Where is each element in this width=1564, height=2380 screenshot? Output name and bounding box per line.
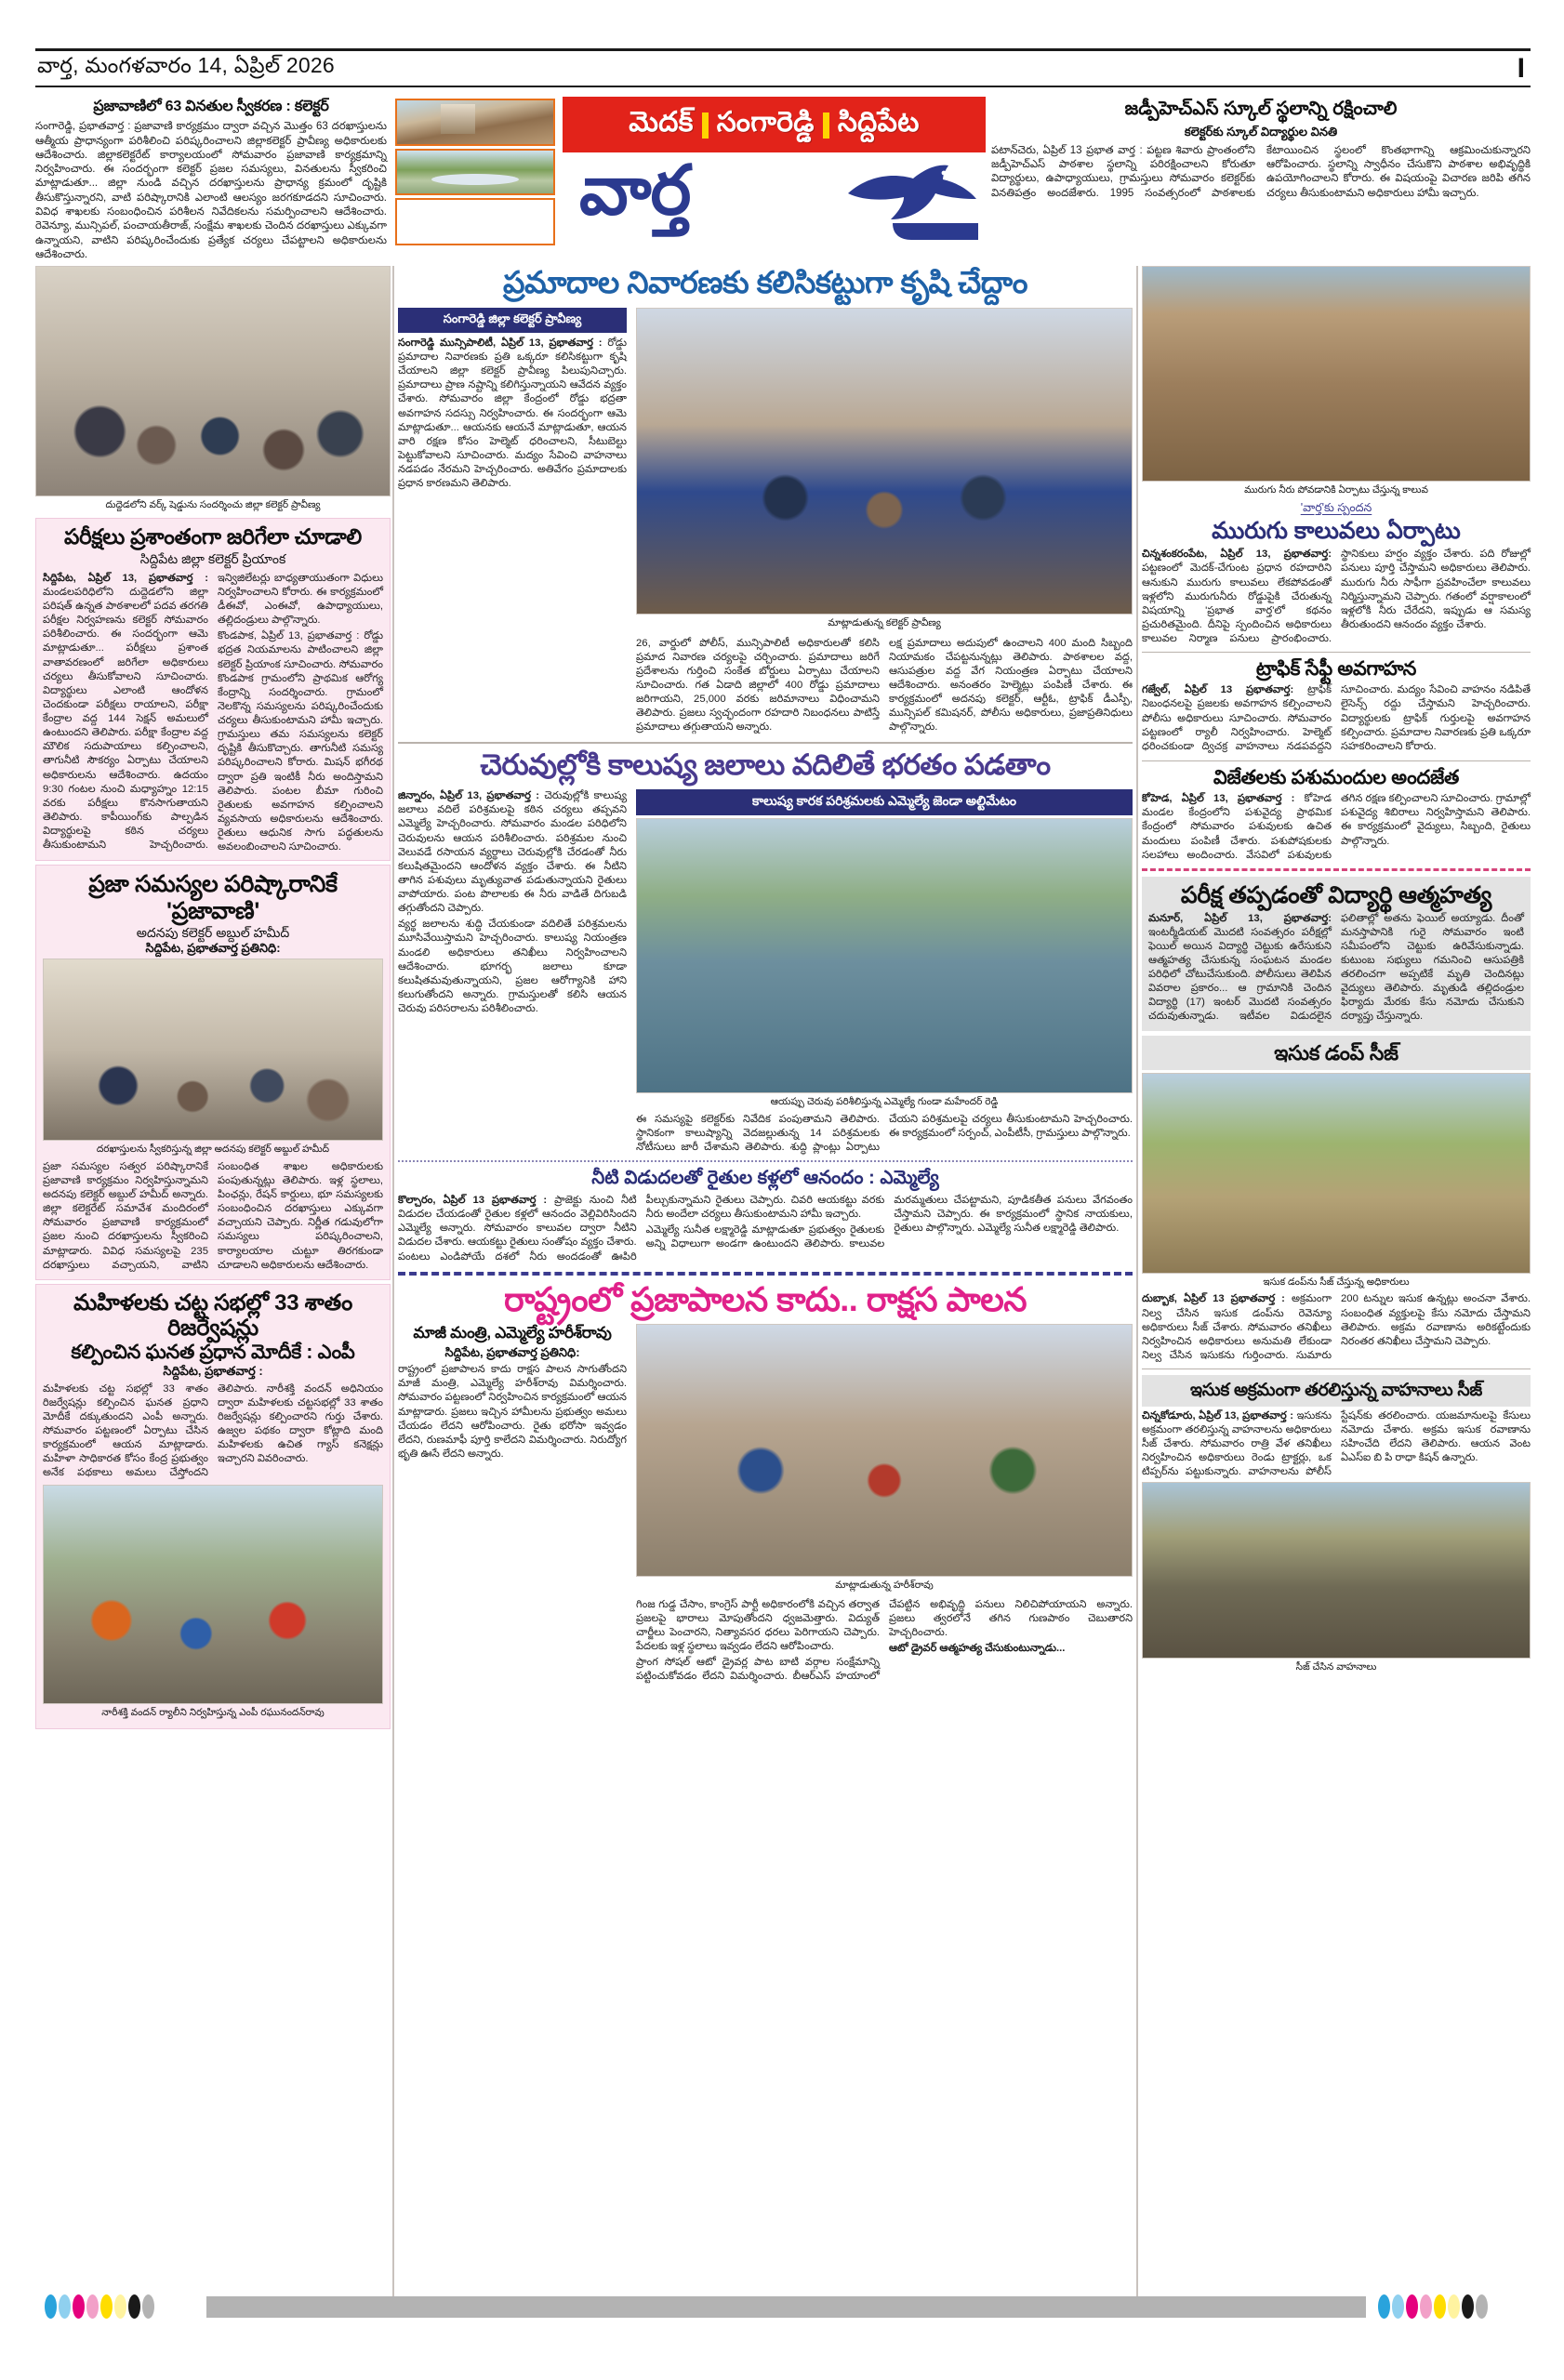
- center-photo-1: [636, 308, 1133, 615]
- right-dashed-divider: [1142, 868, 1531, 871]
- edition-separator-1: [702, 112, 709, 139]
- center-photo-2: [636, 818, 1133, 1093]
- registration-dot-5: [1448, 2294, 1460, 2319]
- edition-medak: మెదక్: [629, 106, 694, 138]
- page-dateline: వార్త, మంగళవారం 14, ఏప్రిల్ 2026: [37, 53, 335, 77]
- right-article-2-dateline: గజ్వేల్, ఏప్రిల్ 13 ప్రభాతవార్త:: [1142, 684, 1294, 696]
- center-article-2-body-b: వ్యర్థ జలాలను శుద్ధి చేయకుండా వదిలితే పరిశ్రమలను మూసివేయిస్తామని హెచ్చరించారు. కాలుష్య నియంత్రణ మండలి అధికారులు తనిఖీలు నిర్వహించాలని ఆదేశించారు. భూగర్భ జలాలు కూడా కలుషితమవుతున్నాయని, ప్రజల ఆరోగ్యానికి హాని కలుగుతోందని అన్నారు. గ్రామస్తులతో కలిసి ఆయన చెరువు పరిసరాలను పరిశీలించారు.: [398, 919, 627, 1015]
- masthead-logo: [563, 152, 986, 245]
- masthead-thumbnails: [395, 99, 555, 245]
- right-article-3-dateline: కోహెడ, ఏప్రిల్ 13, ప్రభాతవార్త :: [1142, 793, 1295, 805]
- center-article-4-body: రాష్ట్రంలో ప్రజాపాలన కాదు రాక్షస పాలన సాగుతోందని మాజీ మంత్రి, ఎమ్మెల్యే హరీశ్‌రావు విమర్శించారు. సోమవారం పట్టణంలో నిర్వహించిన కార్యక్రమంలో ఆయన మాట్లాడారు. ప్రజలు ఇచ్చిన హామీలను ప్రభుత్వం అమలు చేయడం లేదని ఆరోపించారు. రైతు భరోసా ఇవ్వడం లేదని, రుణమాఫీ పూర్తి కాలేదని విమర్శించారు. నిరుద్యోగ భృతి ఊసే లేదని అన్నారు.: [398, 1364, 627, 1460]
- registration-dot-4: [1434, 2294, 1446, 2319]
- center-article-4-dateline: సిద్దిపేట, ప్రభాతవార్త ప్రతినిధి:: [444, 1344, 580, 1359]
- center-photo-4-caption: మాట్లాడుతున్న హరీశ్‌రావు: [835, 1580, 934, 1592]
- left-article-2: [35, 865, 391, 1279]
- teaser-left-body: సంగారెడ్డి, ప్రభాతవార్త : ప్రజావాణి కార్యక్రమం ద్వారా వచ్చిన మొత్తం 63 దరఖాస్తులను ఆత్మీయ ప్రాధాన్యంగా పరిశీలించి పరిష్కరించాలని జిల్లాకలెక్టర్ ప్రావీణ్య అధికారులకు ఆదేశించారు. జిల్లాకలెక్టరేట్ కార్యాలయంలో సోమవారం ప్రజావాణి కార్యక్రమాన్ని నిర్వహించారు. ఈ సందర్భంగా కలెక్టర్ ప్రజల సమస్యలు, వినతులను స్వీకరించి మాట్లాడుతూ... జిల్లా నుండి వచ్చిన దరఖాస్తులను ప్రాధాన్య క్రమంలో దృష్టికి తీసుకొస్తున్నారని, వాటి పరిష్కారానికి ఎలాంటి ఆలస్యం జరగకూడదని సూచించారు. వివిధ శాఖలకు సంబంధించిన పరిశీలన నివేదికలను సమర్పించాలని ఆదేశించారు. రెవెన్యూ, మున్సిపల్, పంచాయతీరాజ్, సంక్షేమ శాఖలకు చెందిన దరఖాస్తులు ఎక్కువగా ఉన్నాయని, వాటిని పరిష్కరించేందుకు ప్రత్యేక చర్యలు చేపట్టాలని అధికారులను ఆదేశించారు.: [35, 121, 387, 260]
- registration-marks-left: [45, 2294, 154, 2319]
- registration-dot-2: [73, 2294, 85, 2319]
- registration-grey-band: [206, 2296, 1366, 2318]
- registration-dot-5: [114, 2294, 126, 2319]
- column-rule-2: [1136, 266, 1138, 2311]
- center-article-1: [398, 266, 1133, 736]
- left-article-2-subhead: అదనపు కలెక్టర్ అబ్దుల్ హమీద్: [136, 924, 290, 940]
- left-photo-3-caption: నారీశక్తి వందన్ ర్యాలీని నిర్వహిస్తున్న ఎంపీ రఘునందన్‌రావు: [101, 1706, 325, 1718]
- left-article-1-subhead: సిద్దిపేట జిల్లా కలెక్టర్ ప్రియాంక: [139, 551, 286, 567]
- left-article-3-dateline: సిద్దిపేట, ప్రభాతవార్త :: [163, 1364, 263, 1379]
- center-article-3: [398, 1168, 1133, 1264]
- teaser-left-headline: ప్రజావాణిలో 63 వినతుల స్వీకరణ : కలెక్టర్: [93, 99, 329, 114]
- teaser-right-body: పటాన్‌చెరు, ఏప్రిల్ 13 ప్రభాత వార్త : పట్టణ శివారు ప్రాంతంలోని జడ్పీహెచ్ఎస్ పాఠశాల స్థలాన్ని పరిరక్షించాలని కోరుతూ విద్యార్థులు, ఉపాధ్యాయులు, గ్రామస్తులు సోమవారం కలెక్టర్‌కు వినతిపత్రం అందజేశారు. 1995 సంవత్సరంలో పాఠశాలకు కేటాయించిన స్థలంలో కొంతభాగాన్ని ఆక్రమించుకున్నారని ఆరోపించారు. స్థలాన్ని స్వాధీనం చేసుకొని పాఠశాల అభివృద్ధికి ఉపయోగించాలని కోరారు. ఈ విషయంపై విచారణ జరిపి తగిన చర్యలు తీసుకుంటామని అధికారులు హామీ ఇచ్చారు.: [991, 144, 1531, 199]
- right-article-1-kicker: 'వార్త'కు స్పందన: [1300, 500, 1372, 514]
- registration-dot-7: [1476, 2294, 1488, 2319]
- center-article-4-body-c: ప్రాంగ సోషల్ ఆటో డ్రైవర్ల పాట బాటి వర్గాల సంక్షేమాన్ని పట్టించుకోవడం లేదని విమర్శించారు. బీఆర్ఎస్ హయాంలో చేపట్టిన అభివృద్ధి పనులు నిలిచిపోయాయని అన్నారు. ప్రజలు త్వరలోనే తగిన గుణపాఠం చెబుతారని హెచ్చరించారు.: [636, 1598, 1133, 1683]
- right-article-6: [1142, 1375, 1531, 1678]
- center-article-4: [398, 1281, 1133, 1685]
- right-photo-6: [1142, 1482, 1531, 1659]
- registration-dot-6: [128, 2294, 140, 2319]
- center-article-4-subhead: మాజీ మంత్రి, ఎమ్మెల్యే హరీశ్‌రావు: [413, 1324, 612, 1342]
- right-article-4-headline: పరీక్ష తప్పడంతో విద్యార్థి ఆత్మహత్య: [1180, 881, 1492, 908]
- left-article-1: [35, 518, 391, 862]
- center-article-3-dateline: కొల్చారం, ఏప్రిల్ 13 ప్రభాతవార్త :: [398, 1195, 548, 1207]
- left-photo-2: [43, 959, 383, 1141]
- left-article-3-body: మహిళలకు చట్ట సభల్లో 33 శాతం రిజర్వేషన్లు కల్పించిన ఘనత ప్రధాని మోదీకే దక్కుతుందని ఎంపీ అన్నారు. సోమవారం పట్టణంలో ఏర్పాటు చేసిన కార్యక్రమంలో ఆయన మాట్లాడారు. మహిళా సాధికారత కోసం కేంద్ర ప్రభుత్వం అనేక పథకాలు అమలు చేస్తోందని తెలిపారు. నారీశక్తి వందన్ అధినియం ద్వారా మహిళలకు చట్టసభల్లో 33 శాతం రిజర్వేషన్లు కల్పించారని గుర్తు చేశారు. ఉజ్వల పథకం ద్వారా కోట్లాది మంది మహిళలకు ఉచిత గ్యాస్ కనెక్షన్లు ఇచ్చారని వివరించారు.: [43, 1382, 383, 1479]
- center-photo-2-caption: ఆయప్పు చెరువు పరిశీలిస్తున్న ఎమ్మెల్యే గుండా మహేందర్ రెడ్డి: [770, 1096, 999, 1108]
- registration-marks-right: [1378, 2294, 1488, 2319]
- right-article-6-dateline: చిన్నకోడూరు, ఏప్రిల్ 13, ప్రభాతవార్త :: [1142, 1409, 1294, 1421]
- center-article-4-body-b: గింజ గుడ్డ చేసాం, కాంగ్రెస్ పార్టీ అధికారంలోకి వచ్చిన తర్వాత ప్రజలపై భారాలు మోపుతోందని ధ్వజమెత్తారు. విద్యుత్ చార్జీలు పెంచారని, నిత్యావసర ధరలు పెరిగాయని చెప్పారు. పేదలకు ఇళ్ల స్థలాలు ఇవ్వడం లేదని ఆరోపించారు.: [636, 1598, 880, 1653]
- center-article-1-body-c: లక్ష ప్రమాదాలు అదుపులో ఉంచాలని 400 మంది సిబ్బంది నియామకం చేపట్టనున్నట్లు తెలిపారు. పాఠశాలల వద్ద, ఆసుపత్రుల వద్ద వేగ నియంత్రణ ఏర్పాటు చేయాలని ఆదేశించారు. అనంతరం హెల్మెట్లు పంపిణీ చేశారు. ఈ కార్యక్రమంలో అదనపు కలెక్టర్, ఆర్టీఓ, ట్రాఫిక్ డీఎస్పీ, మున్సిపల్ కమిషనర్, పోలీసు అధికారులు, ప్రజాప్రతినిధులు పాల్గొన్నారు.: [889, 637, 1133, 734]
- registration-dot-2: [1406, 2294, 1418, 2319]
- registration-dot-6: [1462, 2294, 1474, 2319]
- right-article-6-body: ఇసుకను అక్రమంగా తరలిస్తున్న వాహనాలను అధికారులు సీజ్ చేశారు. సోమవారం రాత్రి వేళ తనిఖీలు నిర్వహించిన అధికారులు రెండు ట్రాక్టర్లు, ఒక టిప్పర్‌ను పట్టుకున్నారు. వాహనాలను పోలీస్ స్టేషన్‌కు తరలించారు. యజమానులపై కేసులు నమోదు చేశారు. అక్రమ ఇసుక రవాణాను సహించేది లేదని తెలిపారు. ఆయన వెంట ఏఎస్ఐ బి పి రాధా కిషన్ ఉన్నారు.: [1142, 1409, 1531, 1478]
- center-column: [398, 266, 1133, 1684]
- right-column: [1142, 266, 1531, 1678]
- garden-fountain-photo: [395, 149, 555, 196]
- temple-photo: [395, 99, 555, 146]
- left-article-2-headline: ప్రజా సమస్యల పరిష్కారానికే 'ప్రజావాణి': [88, 871, 338, 925]
- left-photo-1: [35, 266, 391, 496]
- center-article-1-kicker: సంగారెడ్డి జిల్లా కలెక్టర్ ప్రావీణ్య: [398, 308, 627, 333]
- edition-banner: [563, 97, 986, 154]
- center-article-2: [398, 749, 1133, 1155]
- registration-bar: [0, 2294, 1564, 2322]
- left-article-3: [35, 1284, 391, 1729]
- registration-dot-3: [1420, 2294, 1432, 2319]
- edition-sangareddy: సంగారెడ్డి: [716, 106, 815, 138]
- left-article-1-dateline: సిద్దిపేట, ఏప్రిల్ 13, ప్రభాతవార్త :: [43, 572, 208, 584]
- center-article-4-caption-small: ఆటో డ్రైవర్ ఆత్మహత్య చేసుకుంటున్నాడు...: [889, 1643, 1066, 1655]
- registration-dot-0: [1378, 2294, 1390, 2319]
- right-article-2-body: ట్రాఫిక్ నిబంధనలపై ప్రజలకు అవగాహన కల్పించాలని పోలీసు అధికారులు సూచించారు. సోమవారం పట్టణంలో ర్యాలీ నిర్వహించారు. హెల్మెట్ ధరించకుండా ద్విచక్ర వాహనాలు నడపవద్దని సూచించారు. మద్యం సేవించి వాహనం నడిపితే లైసెన్స్ రద్దు చేస్తామని హెచ్చరించారు. విద్యార్థులకు ట్రాఫిక్ గుర్తులపై అవగాహన కల్పించారు. ప్రమాదాల నివారణకు ప్రతి ఒక్కరూ సహకరించాలని కోరారు.: [1142, 684, 1531, 752]
- center-article-2-badge: కాలుష్య కారక పరిశ్రమలకు ఎమ్మెల్యే జెండా అల్టిమేటం: [636, 789, 1133, 815]
- logo-text: వార్త: [579, 152, 691, 229]
- right-article-1-dateline: చిన్నశంకరంపేట, ఏప్రిల్ 13, ప్రభాతవార్త:: [1142, 549, 1332, 561]
- registration-dot-7: [142, 2294, 154, 2319]
- right-article-1: [1142, 501, 1531, 647]
- right-article-5-headline: ఇసుక డంప్ సీజ్: [1274, 1040, 1398, 1064]
- date-bar: [35, 48, 1531, 87]
- right-article-2: [1142, 658, 1531, 755]
- dashed-divider: [398, 1272, 1133, 1276]
- left-article-1-body2: కొండపాక, ఏప్రిల్ 13, ప్రభాతవార్త : రోడ్డు భద్రత నియమాలను పాటించాలని జిల్లా కలెక్టర్ ప్రియాంక సూచించారు. సోమవారం కొండపాక గ్రామంలోని ప్రాథమిక ఆరోగ్య కేంద్రాన్ని సందర్శించారు. గ్రామంలో నెలకొన్న సమస్యలను పరిష్కరించేందుకు చర్యలు తీసుకుంటామని హామీ ఇచ్చారు. గ్రామస్తులు తమ సమస్యలను కలెక్టర్ దృష్టికి తీసుకొచ్చారు. తాగునీటి సమస్య పరిష్కరించాలని కోరారు. మిషన్ భగీరథ ద్వారా ప్రతి ఇంటికీ నీరు అందిస్తామని తెలిపారు. పంటల బీమా గురించి రైతులకు అవగాహన కల్పించాలని వ్యవసాయ అధికారులను ఆదేశించారు. రైతులు ఆధునిక సాగు పద్ధతులను అవలంబించాలని సూచించారు.: [218, 630, 383, 853]
- registration-dot-1: [1392, 2294, 1404, 2319]
- right-article-3-body: కోహెడ మండల కేంద్రంలోని పశువైద్య ప్రాథమిక కేంద్రంలో సోమవారం పశువులకు ఉచిత మందులు పంపిణీ చేశారు. పశుపోషకులకు సలహాలు అందించారు. వేసవిలో పశువులకు తగిన రక్షణ కల్పించాలని సూచించారు. గ్రామాల్లో పశువైద్య శిబిరాలు నిర్వహిస్తామని తెలిపారు. ఈ కార్యక్రమంలో వైద్యులు, సిబ్బంది, రైతులు పాల్గొన్నారు.: [1142, 793, 1531, 861]
- column-rule-1: [392, 266, 394, 2311]
- center-article-4-headline: రాష్ట్రంలో ప్రజాపాలన కాదు.. రాక్షస పాలన: [503, 1279, 1027, 1318]
- right-article-3: [1142, 767, 1531, 863]
- edition-siddipet: సిద్దిపేట: [837, 106, 920, 138]
- right-article-4-dateline: మనూర్, ఏప్రిల్ 13, ప్రభాతవార్త:: [1148, 912, 1332, 924]
- teaser-right: [991, 97, 1531, 245]
- registration-dot-1: [59, 2294, 71, 2319]
- registration-dot-0: [45, 2294, 57, 2319]
- left-article-1-headline: పరీక్షలు ప్రశాంతంగా జరిగేలా చూడాలి: [64, 523, 362, 549]
- right-photo-1-caption: మురుగు నీరు పోవడానికి ఏర్పాటు చేస్తున్న కాలువ: [1244, 484, 1428, 496]
- right-photo-1: [1142, 266, 1531, 482]
- center-article-1-dateline: సంగారెడ్డి మున్సిపాలిటీ, ఏప్రిల్ 13, ప్రభాతవార్త :: [398, 337, 603, 349]
- center-article-3-body-b: ఎమ్మెల్యే సునీత లక్ష్మారెడ్డి మాట్లాడుతూ ప్రభుత్వం రైతులకు అన్ని విధాలుగా అండగా ఉంటుందని తెలిపారు. కాలువల మరమ్మతులు చేపట్టామని, పూడికతీత పనులు వేగవంతం చేస్తామని చెప్పారు. ఈ కార్యక్రమంలో స్థానిక నాయకులు, రైతులు పాల్గొన్నారు. ఎమ్మెల్యే సునీత లక్ష్మారెడ్డి తెలిపారు.: [645, 1195, 1133, 1250]
- right-article-1-body: పట్టణంలో మెదక్-చేగుంట ప్రధాన రహదారిని ఆనుకుని మురుగు కాలువలు లేకపోవడంతో ఇళ్లలోని మురుగునీరు రోడ్డుపైకి చేరుతున్న విషయాన్ని 'ప్రభాత వార్త'లో కథనం ప్రచురితమైంది. దీనిపై స్పందించిన అధికారులు కాలువల నిర్మాణ పనులు ప్రారంభించారు. స్థానికులు హర్షం వ్యక్తం చేశారు. పది రోజుల్లో పనులు పూర్తి చేస్తామని అధికారులు తెలిపారు. మురుగు నీరు సాఫీగా ప్రవహించేలా కాలువలు నిర్మిస్తున్నామని చెప్పారు. గతంలో వర్షాకాలంలో ఇళ్లలోకి నీరు చేరేదని, ఇప్పుడు ఆ సమస్య తీరుతుందని ఆనందం వ్యక్తం చేశారు.: [1142, 549, 1531, 645]
- right-photo-5-caption: ఇసుక డంప్‌ను సీజ్ చేస్తున్న అధికారులు: [1263, 1276, 1410, 1288]
- center-article-2-dateline: జిన్నారం, ఏప్రిల్ 13, ప్రభాతవార్త :: [398, 790, 539, 802]
- right-article-2-headline: ట్రాఫిక్ సేఫ్టీ అవగాహన: [1255, 658, 1417, 681]
- center-article-2-headline: చెరువుల్లోకి కాలుష్య జలాలు వదిలితే భరతం పడతాం: [480, 748, 1051, 782]
- center-article-1-body: రోడ్డు ప్రమాదాల నివారణకు ప్రతి ఒక్కరూ కలిసికట్టుగా కృషి చేయాలని జిల్లా కలెక్టర్ ప్రావీణ్య పిలుపునిచ్చారు. ప్రమాదాలు ప్రాణ నష్టాన్ని కలిగిస్తున్నాయని ఆవేదన వ్యక్తం చేశారు. సోమవారం జిల్లా కేంద్రంలో రోడ్డు భద్రతా అవగాహన సదస్సు నిర్వహించారు. ఈ సందర్భంగా ఆమె మాట్లాడుతూ... ఆయనకు ఆయనే మాట్లాడుతూ, ఆయన వారి రక్షణ కోసం హెల్మెట్ ధరించాలని, సీటుబెల్టు పెట్టుకోవాలని సూచించారు. మద్యం సేవించి వాహనాలు నడపడం నేరమని హెచ్చరించారు. అతివేగం ప్రమాదాలకు ప్రధాన కారణమని తెలిపారు.: [398, 337, 627, 490]
- right-article-4: [1142, 877, 1531, 1031]
- left-article-3-subhead: కల్పించిన ఘనత ప్రధాన మోదీకే : ఎంపీ: [71, 1342, 355, 1363]
- registration-dot-3: [86, 2294, 99, 2319]
- edition-separator-2: [823, 112, 829, 139]
- center-photo-1-caption: మాట్లాడుతున్న కలెక్టర్ ప్రావీణ్య: [828, 616, 941, 628]
- masthead: [391, 97, 986, 245]
- right-article-3-headline: విజేతలకు పశుమందుల అందజేత: [1213, 766, 1460, 788]
- clock-tower-photo: [395, 198, 555, 245]
- left-article-3-headline: మహిళలకు చట్ట సభల్లో 33 శాతం రిజర్వేషన్లు: [73, 1289, 353, 1342]
- left-article-2-dateline: సిద్దిపేట, ప్రభాతవార్త ప్రతినిధి:: [145, 940, 281, 955]
- right-article-5: [1142, 1036, 1531, 1364]
- center-article-2-body: చెరువుల్లోకి కాలుష్య జలాలు వదిలే పరిశ్రమలపై కఠిన చర్యలు తప్పవని ఎమ్మెల్యే హెచ్చరించారు. సోమవారం మండల పరిధిలోని చెరువులను ఆయన పరిశీలించారు. పరిశ్రమల నుంచి వెలువడే రసాయన వ్యర్థాలు చెరువుల్లోకి చేరడంతో నీరు కలుషితమైందని ఆందోళన వ్యక్తం చేశారు. ఈ నీటిని తాగిన పశువులు మృత్యువాత పడుతున్నాయని రైతులు వాపోయారు. పంట పొలాలకు ఈ నీరు వాడితే దిగుబడి తగ్గుతోందని చెప్పారు.: [398, 790, 628, 915]
- right-article-4-body: ఇంటర్మీడియట్ మొదటి సంవత్సరం పరీక్షల్లో ఫెయిల్ అయిన విద్యార్థి చెట్టుకు ఉరేసుకుని ఆత్మహత్య చేసుకున్న సంఘటన మండల పరిధిలో చోటుచేసుకుంది. పోలీసులు తెలిపిన వివరాల ప్రకారం... ఆ గ్రామానికి చెందిన విద్యార్థి (17) ఇంటర్ మొదటి సంవత్సరం చదువుతున్నాడు. ఇటీవల విడుదలైన ఫలితాల్లో అతను ఫెయిల్ అయ్యాడు. దీంతో మనస్తాపానికి గురై సోమవారం ఇంటి సమీపంలోని చెట్టుకు ఉరివేసుకున్నాడు. కుటుంబ సభ్యులు గమనించి ఆసుపత్రికి తరలించగా అప్పటికే మృతి చెందినట్లు వైద్యులు తెలిపారు. మృతుడి తల్లిదండ్రుల ఫిర్యాదు మేరకు కేసు నమోదు చేసుకుని దర్యాప్తు చేస్తున్నారు.: [1148, 912, 1524, 1023]
- center-article-1-headline: ప్రమాదాల నివారణకు కలిసికట్టుగా కృషి చేద్దాం: [503, 265, 1027, 299]
- dove-icon: [839, 151, 978, 240]
- teaser-right-headline: జడ్పీహెచ్ఎస్ స్కూల్ స్థలాన్ని రక్షించాలి: [1124, 99, 1398, 119]
- center-article-1-body-b: 26, వార్డులో పోలీస్, మున్సిపాలిటీ అధికారులతో కలిసి ప్రమాద నివారణ చర్యలపై చర్చించారు. ప్రమాదాలు జరిగే ప్రదేశాలను గుర్తించి సంకేత బోర్డులు ఏర్పాటు చేయాలని సూచించారు. గత ఏడాది జిల్లాలో 400 రోడ్డు ప్రమాదాలు జరిగాయని, 25,000 వరకు జరిమానాలు విధించామని తెలిపారు. ప్రజలు స్వచ్ఛందంగా రహదారి నిబంధనలు పాటిస్తే ప్రమాదాలు తగ్గుతాయని అన్నారు.: [636, 637, 880, 734]
- right-article-6-headline: ఇసుక అక్రమంగా తరలిస్తున్న వాహనాలు సీజ్: [1189, 1381, 1483, 1401]
- left-photo-3: [43, 1485, 383, 1704]
- left-article-1-body: మండలపరిధిలోని దుద్దెడలోని జిల్లా పరిషత్ ఉన్నత పాఠశాలలో పదవ తరగతి పరీక్షల నిర్వహణను కలెక్టర్ సోమవారం పరిశీలించారు. ఈ సందర్భంగా ఆమె మాట్లాడుతూ... పరీక్షలు ప్రశాంత వాతావరణంలో జరిగేలా అధికారులు చర్యలు తీసుకోవాలని సూచించారు. విద్యార్థులు ఎలాంటి ఆందోళన చెందకుండా పరీక్షలు రాయాలని, పరీక్షా కేంద్రాల వద్ద 144 సెక్షన్ అమలులో ఉంటుందని తెలిపారు. పరీక్షా కేంద్రాల వద్ద మౌలిక సదుపాయాలు కల్పించాలని, తాగునీటి సౌకర్యం ఏర్పాటు చేయాలని అధికారులను ఆదేశించారు. ఉదయం 9:30 గంటల నుంచి మధ్యాహ్నం 12:15 వరకు పరీక్షలు కొనసాగుతాయని తెలిపారు. కాపీయింగ్‌కు పాల్పడిన విద్యార్థులపై కఠిన చర్యలు తీసుకుంటామని హెచ్చరించారు. ఇన్విజిలేటర్లు బాధ్యతాయుతంగా విధులు నిర్వహించాలని కోరారు. ఈ కార్యక్రమంలో డీఈవో, ఎంఈవో, ఉపాధ్యాయులు, తల్లిదండ్రులు పాల్గొన్నారు.: [43, 572, 383, 852]
- registration-dot-4: [100, 2294, 113, 2319]
- left-photo-1-caption: దుద్దెడలోని వర్క్ షెడ్డును సందర్శించు జిల్లా కలెక్టర్ ప్రావీణ్య: [105, 499, 321, 510]
- left-photo-2-caption: దరఖాస్తులను స్వీకరిస్తున్న జిల్లా అదనపు కలెక్టర్ అబ్దుల్ హమీద్: [96, 1144, 330, 1156]
- page-number: I: [1517, 52, 1525, 84]
- right-photo-5: [1142, 1073, 1531, 1274]
- teaser-left: [35, 97, 387, 260]
- right-article-5-body: అక్రమంగా నిల్వ చేసిన ఇసుక డంప్‌ను రెవెన్యూ అధికారులు సీజ్ చేశారు. సోమవారం తనిఖీలు నిర్వహించిన అధికారులు అనుమతి లేకుండా నిల్వ చేసిన ఇసుకను గుర్తించారు. సుమారు 200 టన్నుల ఇసుక ఉన్నట్లు అంచనా వేశారు. సంబంధిత వ్యక్తులపై కేసు నమోదు చేస్తామని తెలిపారు. అక్రమ రవాణాను అరికట్టేందుకు నిరంతర తనిఖీలు చేస్తామని చెప్పారు.: [1142, 1293, 1531, 1361]
- right-article-1-headline: మురుగు కాలువలు ఏర్పాటు: [1212, 517, 1461, 544]
- center-article-3-body: ప్రాజెక్టు నుంచి నీటి విడుదల చేయడంతో రైతుల కళ్లలో ఆనందం వెల్లివిరిసిందని ఎమ్మెల్యే అన్నారు. సోమవారం కాలువల ద్వారా నీటిని విడుదల చేశారు. ఆయకట్టు రైతులు సంతోషం వ్యక్తం చేశారు. పంటలు ఎండిపోయే దశలో నీరు అందడంతో ఊపిరి పీల్చుకున్నామని రైతులు చెప్పారు. చివరి ఆయకట్టు వరకు నీరు అందేలా చర్యలు తీసుకుంటామని హామీ ఇచ్చారు.: [398, 1195, 885, 1263]
- left-article-2-body: ప్రజా సమస్యల సత్వర పరిష్కారానికే ప్రజావాణి కార్యక్రమం నిర్వహిస్తున్నామని అదనపు కలెక్టర్ అబ్దుల్ హమీద్ అన్నారు. జిల్లా కలెక్టరేట్ సమావేశ మందిరంలో సోమవారం ప్రజావాణి కార్యక్రమంలో ప్రజల నుంచి దరఖాస్తులను స్వీకరించి మాట్లాడారు. వివిధ సమస్యలపై 235 దరఖాస్తులు వచ్చాయని, వాటిని సంబంధిత శాఖల అధికారులకు పంపుతున్నట్లు తెలిపారు. ఇళ్ల స్థలాలు, పింఛన్లు, రేషన్ కార్డులు, భూ సమస్యలకు సంబంధించిన దరఖాస్తులు ఎక్కువగా వచ్చాయని చెప్పారు. నిర్ణీత గడువులోగా సమస్యలు పరిష్కరించాలని, కార్యాలయాల చుట్టూ తిరగకుండా చూడాలని అధికారులను ఆదేశించారు.: [43, 1160, 383, 1271]
- center-photo-4: [636, 1324, 1133, 1577]
- left-column: [35, 266, 391, 1729]
- right-photo-6-caption: సీజ్ చేసిన వాహనాలు: [1295, 1661, 1377, 1673]
- center-article-3-headline: నీటి విడుదలతో రైతుల కళ్లలో ఆనందం : ఎమ్మెల్యే: [591, 1168, 939, 1189]
- center-article-2-body-c: ఈ సమస్యపై కలెక్టర్‌కు నివేదిక పంపుతామని తెలిపారు. స్థానికంగా కాలుష్యాన్ని వెదజల్లుతున్న 14 పరిశ్రమలకు నోటీసులు జారీ చేశామని తెలిపారు. శుద్ధి ప్లాంట్లు ఏర్పాటు చేయని పరిశ్రమలపై చర్యలు తీసుకుంటామని హెచ్చరించారు. ఈ కార్యక్రమంలో సర్పంచ్, ఎంపీటీసీ, గ్రామస్తులు పాల్గొన్నారు.: [636, 1113, 1133, 1153]
- teaser-right-subhead: కలెక్టర్‌కు స్కూల్ విద్యార్థుల వినతి: [1184, 124, 1338, 139]
- right-article-5-dateline: దుబ్బాక, ఏప్రిల్ 13 ప్రభాతవార్త :: [1142, 1293, 1285, 1305]
